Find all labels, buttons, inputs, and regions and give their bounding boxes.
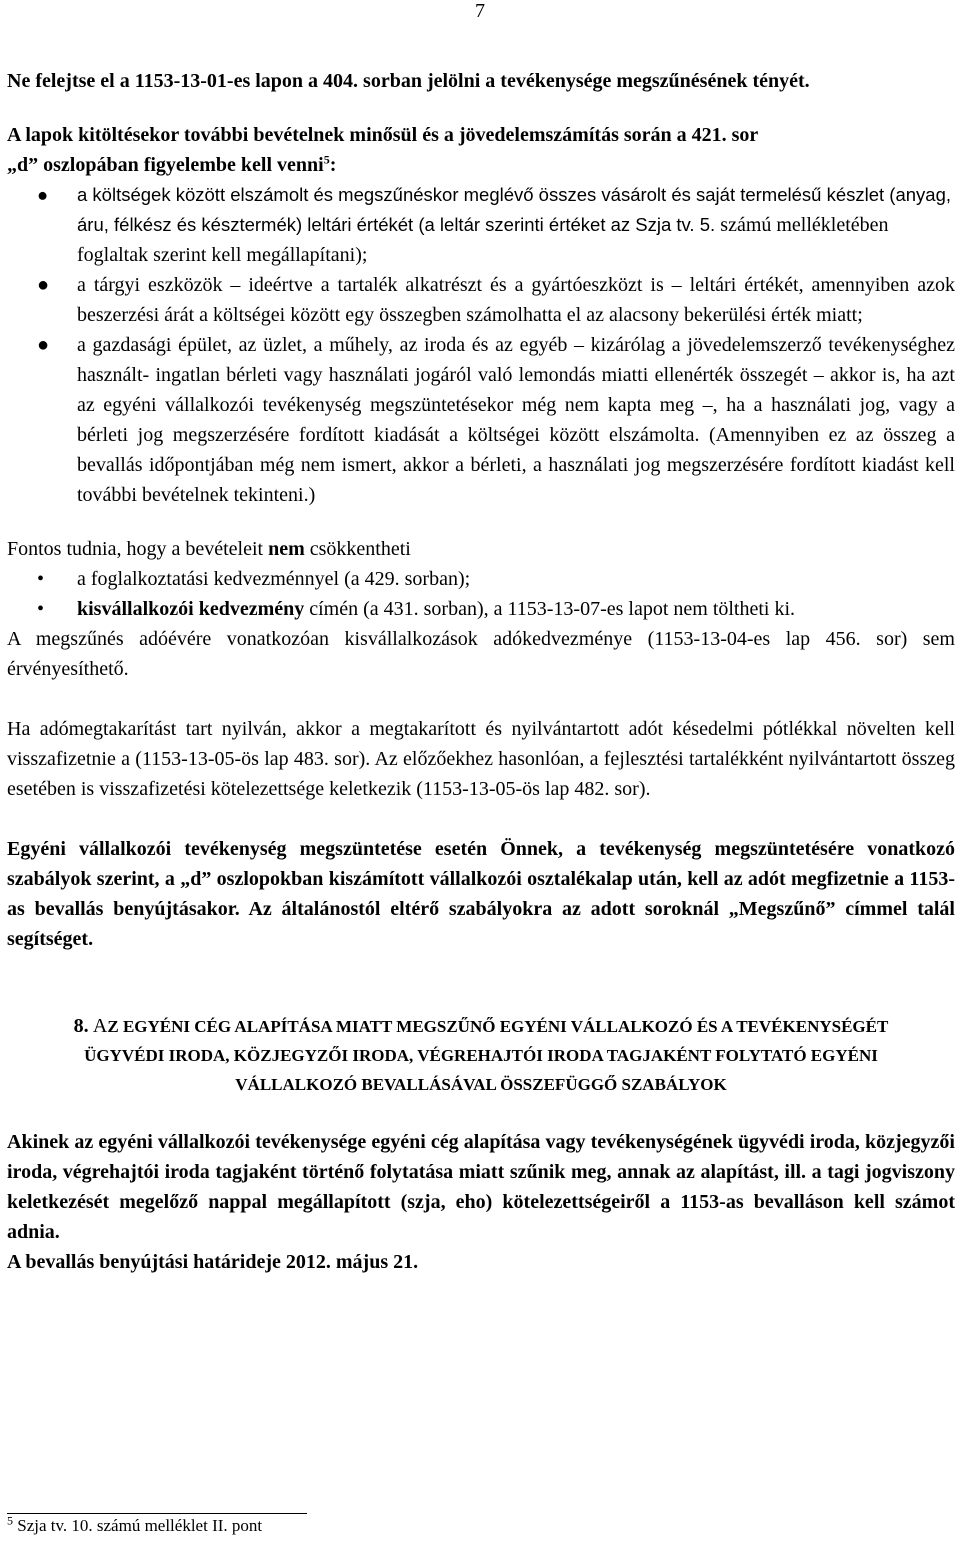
tax-credit-paragraph: A megszűnés adóévére vonatkozóan kisvállalkozások adókedvezménye (1153-13-04-es lap 456. sor) sem érvényesíthető. bbox=[7, 628, 955, 680]
list-item: • kisvállalkozói kedvezmény címén (a 431. sorban), a 1153-13-07-es lapot nem töltheti ki. bbox=[7, 594, 955, 624]
bullet-icon: ● bbox=[37, 184, 49, 205]
list-item: ● a gazdasági épület, az üzlet, a műhely, az iroda és az egyéb – kizárólag a jövedelemszerző tevékenységhez használt- ingatlan bérleti vagy használati jogáról való lemondás miatti ellenérték összegét – akkor is, ha azt az egyéni vállalkozói tevékenység megszüntetésekor még nem kapta meg –, ha a használati jog, vagy a bérleti jog megszerzésére fordított kiadását a költségei között elszámolta. (Amennyiben ez az összeg a bevallás időpontjában még nem ismert, akkor a bérleti, a használati jog megszerzésére fordított kiadást kell további bevételnek tekinteni.) bbox=[7, 330, 955, 510]
bullet-icon: ● bbox=[37, 274, 50, 296]
reduction-list bbox=[7, 564, 955, 624]
footnote-ref: 5 bbox=[323, 152, 330, 167]
additional-income-intro: A lapok kitöltésekor további bevételnek minősül és a jövedelemszámítás során a 421. sor „d” oszlopában figyelembe kell venni$^5$: bbox=[7, 124, 759, 176]
bullet-icon: ● bbox=[37, 334, 50, 356]
reminder-paragraph: Ne felejtse el a 1153-13-01-es lapon a 404. sorban jelölni a tevékenysége megszűnésének tényét. bbox=[7, 70, 810, 92]
page-number: 7 bbox=[475, 0, 485, 22]
footnote: $^5$ Szja tv. 10. számú melléklet II. pont bbox=[7, 1513, 263, 1535]
additional-income-list bbox=[7, 180, 955, 510]
termination-paragraph: Egyéni vállalkozói tevékenység megszüntetése esetén Önnek, a tevékenység megszüntetésére vonatkozó szabályok szerint, a „d” oszlopokban kiszámított vállalkozói osztalékalap után, kell az adót megfizetnie a 1153-as bevallás benyújtásakor. Az általánostól eltérő szabályokra az adott soroknál „Megszűnő” címmel talál segítséget. bbox=[7, 838, 955, 950]
document-body bbox=[7, 66, 955, 1277]
bullet-icon: • bbox=[37, 568, 45, 590]
important-note: Fontos tudnia, hogy a bevételeit nem csökkentheti bbox=[7, 538, 411, 560]
list-item: • a foglalkoztatási kedvezménnyel (a 429. sorban); bbox=[7, 564, 955, 594]
deadline-paragraph: A bevallás benyújtási határideje 2012. május 21. bbox=[7, 1251, 419, 1273]
bullet-icon: • bbox=[37, 598, 45, 620]
list-item: ● a tárgyi eszközök – ideértve a tartalék alkatrészt és a gyártóeszközt is – leltári értékét, amennyiben azok beszerzési árát a költségei között egy összegben számolhatta el az alacsony bekerülési érték miatt; bbox=[7, 270, 955, 330]
savings-paragraph: Ha adómegtakarítást tart nyilván, akkor a megtakarított és nyilvántartott adót késedelmi pótlékkal növelten kell visszafizetnie a (1153-13-05-ös lap 483. sor). Az előzőekhez hasonlóan, a fejlesztési tartalékként nyilvántartott összeg esetében is visszafizetési kötelezettsége keletkezik (1153-13-05-ös lap 482. sor). bbox=[7, 718, 955, 800]
list-item: ● a költségek között elszámolt és megszűnéskor meglévő összes vásárolt és saját termelésű készlet (anyag, áru, félkész és késztermék) leltári értékét (a leltár szerinti értéket az Szja tv. 5. számú mellékletében foglaltak szerint kell megállapítani); bbox=[7, 180, 955, 270]
section-heading: 8. AZ EGYÉNI CÉG ALAPÍTÁSA MIATT MEGSZŰNŐ EGYÉNI VÁLLALKOZÓ ÉS A TEVÉKENYSÉGÉT ÜGYVÉDI IRODA, KÖZJEGYZŐI IRODA, VÉGREHAJTÓI IRODA TAGJAKÉNT FOLYTATÓ EGYÉNI VÁLLALKOZÓ BEVALLÁSÁVAL ÖSSZEFÜGGŐ SZABÁLYOK bbox=[73, 1015, 889, 1094]
company-founding-paragraph: Akinek az egyéni vállalkozói tevékenysége egyéni cég alapítása vagy tevékenységének ügyvédi iroda, közjegyzői iroda, végrehajtói iroda tagjaként történő folytatása miatt szűnik meg, annak az alapítást, ill. a tagi jogviszony keletkezését megelőző nappal megállapított (szja, eho) kötelezettségeiről a 1153-as bevalláson kell számot adnia. bbox=[7, 1131, 955, 1243]
